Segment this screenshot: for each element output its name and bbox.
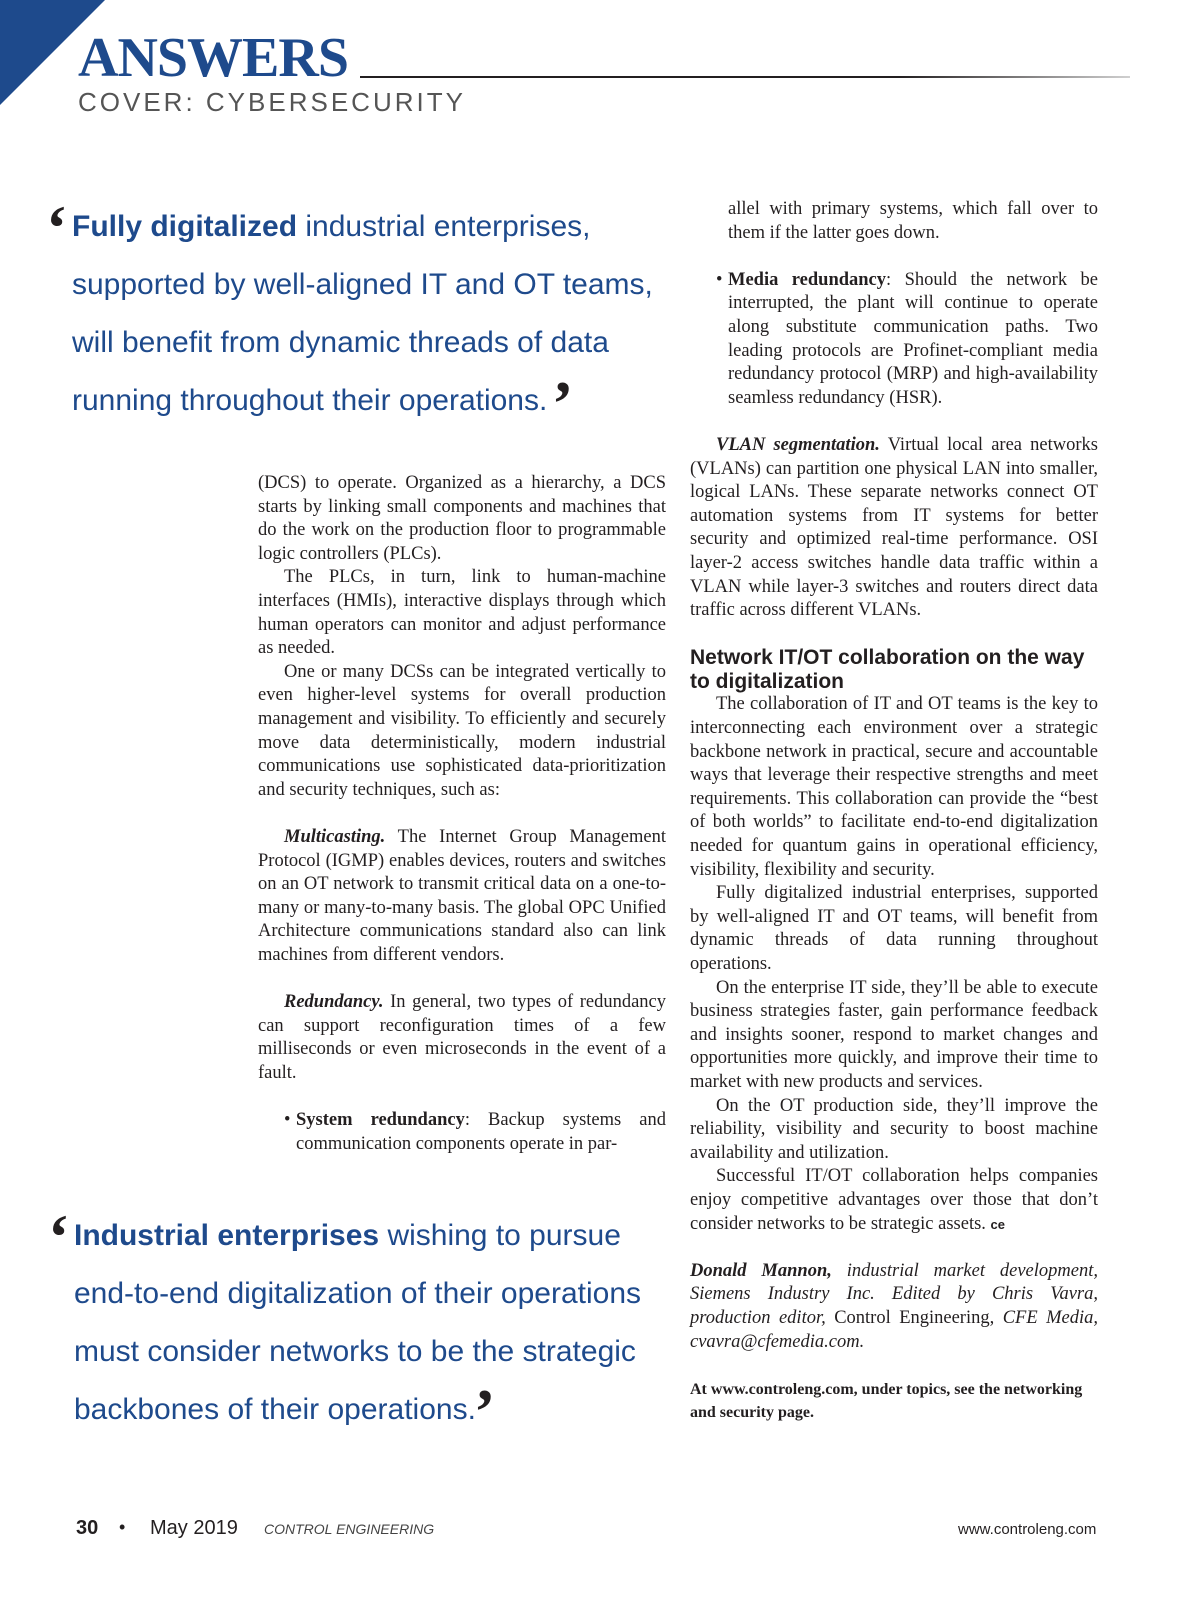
bullet-dot: • xyxy=(284,1110,291,1131)
body-paragraph xyxy=(690,1165,1098,1236)
pull-quote-text: will benefit from dynamic threads of data xyxy=(72,326,609,359)
run-in-heading: VLAN segmentation. xyxy=(716,434,880,455)
header-rule xyxy=(360,76,1130,78)
body-text: Virtual local area networks (VLANs) can partition one physical LAN into smaller, logical LANs. These separate networks connect OT automation systems from IT systems for better security and optimized real-time performance. OSI layer-2 access switches handle data traffic within a VLAN while layer-3 switches and routers direct data traffic across different VLANs. xyxy=(690,434,1098,621)
open-quote-mark: ‘ xyxy=(48,1201,70,1272)
pull-quote-text: end-to-end digitalization of their operations xyxy=(74,1277,642,1310)
pull-quote-text: running throughout their operations. xyxy=(72,384,548,417)
pull-quote-text: wishing to pursue xyxy=(379,1219,621,1252)
bullet-label: System redundancy xyxy=(296,1110,465,1131)
redundancy-paragraph xyxy=(258,991,666,1085)
body-text: In general, two types of redundancy can support reconfiguration times of a few milliseconds or even microseconds in the event of a fault. xyxy=(258,992,666,1083)
run-in-heading: Multicasting. xyxy=(284,826,386,847)
pull-quote-emphasis: Industrial enterprises xyxy=(74,1219,380,1252)
bullet-item xyxy=(258,1109,666,1156)
author-bio xyxy=(690,1260,1098,1354)
page-number: 30 xyxy=(76,1517,99,1539)
bullet-item xyxy=(690,269,1098,411)
section-label: COVER: CYBERSECURITY xyxy=(78,87,466,117)
body-text: allel with primary systems, which fall over to them if the latter goes down. xyxy=(728,199,1098,243)
pull-quote-bottom xyxy=(74,1207,641,1439)
right-article-column xyxy=(690,198,1098,1424)
close-quote-mark: ’ xyxy=(552,368,574,439)
body-paragraph: The PLCs, in turn, link to human-machine interfaces (HMIs), interactive displays through which human operators can monitor and adjust performance as needed. xyxy=(258,567,666,659)
footer-bullet: • xyxy=(119,1517,126,1537)
author-name: Donald Mannon, xyxy=(690,1260,832,1281)
pull-quote-text: backbones of their operations. xyxy=(74,1393,476,1426)
bullet-continuation xyxy=(690,198,1098,245)
see-also-note: At www.controleng.com, under topics, see the networking and security page. xyxy=(690,1380,1083,1421)
vlan-paragraph xyxy=(690,434,1098,623)
body-text: Successful IT/OT collaboration helps companies enjoy competitive advantages over those that don’t consider networks to be strategic assets. xyxy=(690,1166,1098,1234)
author-bio-text: CFE Media, cvavra@cfemedia.com. xyxy=(690,1307,1098,1352)
pull-quote-emphasis: Fully digitalized xyxy=(72,210,298,243)
end-mark: ce xyxy=(990,1216,1006,1232)
author-bio-text: industrial market development, Siemens Industry Inc. Edited by Chris Vavra, production editor, xyxy=(690,1260,1098,1328)
open-quote-mark: ‘ xyxy=(46,192,68,263)
body-paragraph: (DCS) to operate. Organized as a hierarchy, a DCS starts by linking small components and machines that do the work on the production floor to programmable logic controllers (PLCs). xyxy=(258,473,666,564)
issue-date: May 2019 xyxy=(150,1517,238,1539)
pull-quote-text: supported by well-aligned IT and OT teams, xyxy=(72,268,653,301)
bullet-dot: • xyxy=(716,269,723,290)
magazine-name: CONTROL ENGINEERING xyxy=(264,1521,435,1537)
body-paragraph: One or many DCSs can be integrated vertically to even higher-level systems for overall production management and visibility. To efficiently and securely move data deterministically, modern industrial communications use sophisticated data-prioritization and security techniques, such as: xyxy=(258,661,666,800)
pull-quote-text: industrial enterprises, xyxy=(297,210,591,243)
department-title: ANSWERS xyxy=(78,27,348,89)
left-article-column xyxy=(258,472,666,1156)
body-paragraph: Fully digitalized industrial enterprises, supported by well-aligned IT and OT teams, will benefit from dynamic threads of data running throughout operations. xyxy=(690,883,1098,974)
close-quote-mark: ’ xyxy=(474,1376,496,1447)
run-in-heading: Redundancy. xyxy=(284,992,384,1013)
pull-quote-text: must consider networks to be the strategic xyxy=(74,1335,636,1368)
section-heading: Network IT/OT collaboration on the way to digitalization xyxy=(690,646,1085,693)
body-paragraph: The collaboration of IT and OT teams is the key to interconnecting each environment over a strategic backbone network in practical, secure and accountable ways that leverage their respective strengths and meet requirements. This collaboration can provide the “best of both worlds” to facilitate end-to-end digitalization needed for quantum gains in operational efficiency, visibility, flexibility and security. xyxy=(690,694,1098,880)
body-text: : Should the network be interrupted, the plant will continue to operate along substitute communication paths. Two leading protocols are Profinet-compliant media redundancy protocol (MRP) and high-availability seamless redundancy (HSR). xyxy=(728,269,1098,408)
body-text: : Backup systems and communication components operate in par- xyxy=(296,1110,667,1154)
body-text: The Internet Group Management Protocol (IGMP) enables devices, routers and switches on an OT network to transmit critical data on a one-to-many or many-to-many basis. The global OPC Unified Architecture communications standard also can link machines from different vendors. xyxy=(258,826,666,965)
bullet-label: Media redundancy xyxy=(728,269,887,290)
publication-name: Control Engineering, xyxy=(834,1307,995,1328)
multicasting-paragraph xyxy=(258,826,666,968)
body-paragraph: On the enterprise IT side, they’ll be able to execute business strategies faster, gain performance feedback and insights sooner, respond to market changes and opportunities more quickly, and improve their time to market with new products and services. xyxy=(690,977,1098,1092)
body-paragraph: On the OT production side, they’ll improve the reliability, visibility and security to boost machine availability and utilization. xyxy=(690,1095,1098,1163)
website-url: www.controleng.com xyxy=(958,1521,1097,1538)
